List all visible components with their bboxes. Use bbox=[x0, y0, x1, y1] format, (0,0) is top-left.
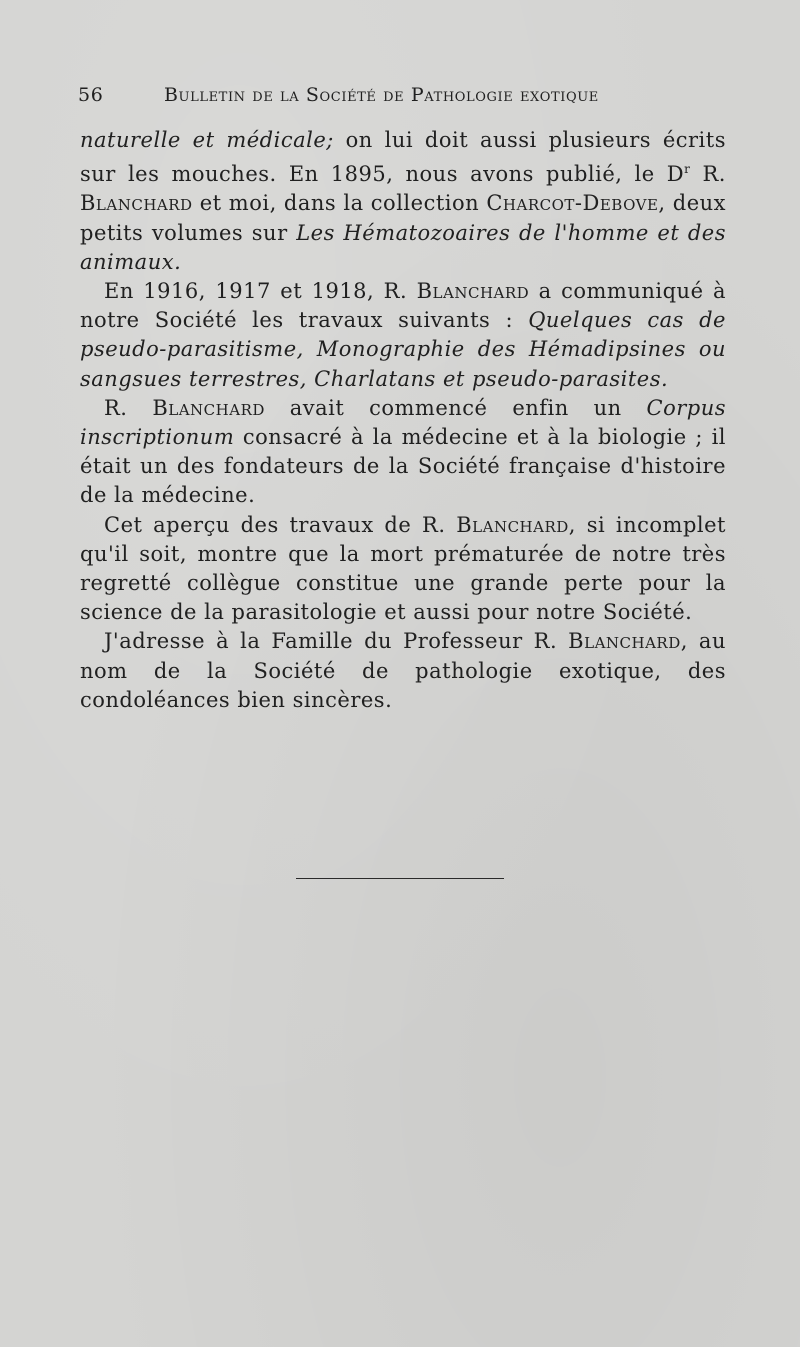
book-title: Les Hématozoaires de l'homme et des animaux. bbox=[80, 220, 726, 274]
paragraph-1 bbox=[80, 126, 726, 277]
text-run: , si incomplet qu'il soit, montre que la mort prématurée de notre très regretté collègue constitue une grande perte pour la science de la parasitologie et aussi pour notre Société. bbox=[80, 512, 726, 625]
author-name: Blanchard bbox=[80, 191, 193, 216]
text-run: et moi, dans la collection bbox=[192, 191, 487, 216]
collection-name: Charcot-Debove bbox=[486, 191, 659, 216]
superscript: r bbox=[684, 162, 691, 177]
author-name: Blanchard bbox=[568, 629, 681, 654]
text-run: Cet aperçu des travaux de R. bbox=[104, 512, 457, 537]
page-number: 56 bbox=[78, 84, 104, 106]
text-run: R. bbox=[104, 395, 153, 420]
paragraph-4 bbox=[80, 511, 726, 628]
journal-title: Bulletin de la Société de Pathologie exotique bbox=[164, 84, 599, 106]
author-name: Blanchard bbox=[152, 395, 265, 420]
text-run: J'adresse à la Famille du Professeur R. bbox=[104, 629, 569, 654]
paragraph-5 bbox=[80, 627, 726, 715]
text-run: R. bbox=[690, 162, 726, 187]
author-name: Blanchard bbox=[456, 512, 569, 537]
text-run: avait commencé enfin un bbox=[264, 395, 647, 420]
text-run: consacré à la médecine et à la biologie ; il était un des fondateurs de la Société française d'histoire de la médecine. bbox=[80, 425, 726, 508]
author-name: Blanchard bbox=[416, 279, 530, 304]
end-of-article-rule bbox=[296, 878, 504, 879]
text-run: a communiqué à notre Société les travaux suivants : bbox=[80, 279, 726, 333]
text-run: , deux petits volumes sur bbox=[80, 191, 727, 245]
text-run: , au nom de la Société de pathologie exotique, des condoléances bien sincères. bbox=[80, 629, 726, 712]
works-titles: Quelques cas de pseudo-parasitisme, Monographie des Hémadipsines ou sangsues terrestres, Charlatans et pseudo-parasites. bbox=[80, 308, 726, 391]
article-body bbox=[80, 126, 726, 715]
paragraph-3 bbox=[80, 394, 726, 511]
work-title: Corpus inscriptionum bbox=[80, 395, 726, 450]
text-run: En 1916, 1917 et 1918, R. bbox=[104, 279, 417, 304]
text-run: on lui doit aussi plusieurs écrits sur les mouches. En 1895, nous avons publié, le D bbox=[80, 128, 726, 187]
paragraph-2 bbox=[80, 277, 726, 394]
italic-phrase: naturelle et médicale; bbox=[80, 128, 334, 152]
